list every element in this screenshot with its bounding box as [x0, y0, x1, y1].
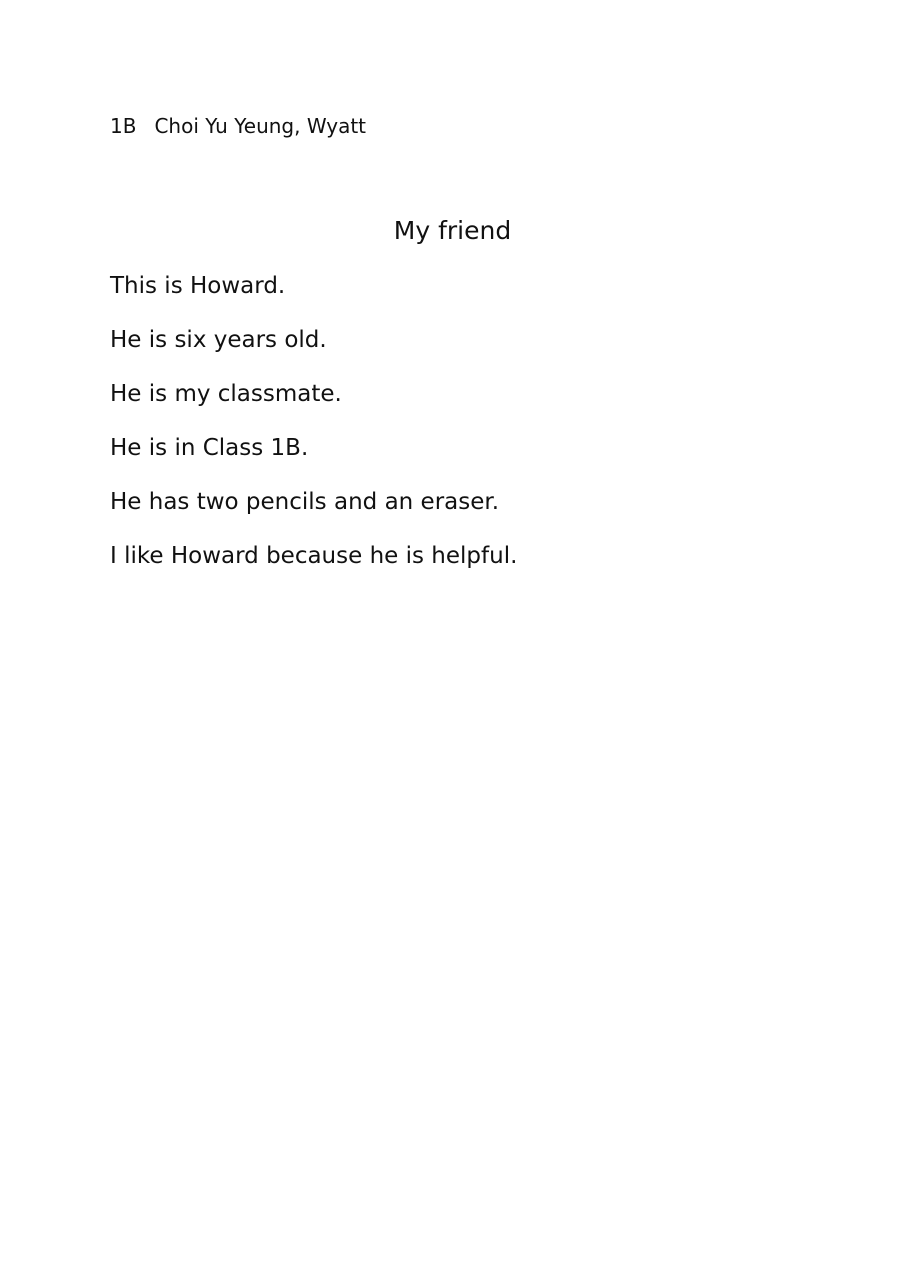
essay-line: He is six years old.	[110, 327, 327, 353]
essay-line: He is in Class 1B.	[110, 435, 309, 461]
essay-line: He is my classmate.	[110, 381, 342, 407]
essay-line: This is Howard.	[110, 273, 286, 299]
essay-line: I like Howard because he is helpful.	[110, 543, 518, 569]
class-code: 1B	[110, 114, 137, 138]
essay-body	[110, 270, 517, 594]
student-header	[110, 112, 366, 140]
student-name: Choi Yu Yeung, Wyatt	[154, 114, 367, 138]
essay-line: He has two pencils and an eraser.	[110, 489, 500, 515]
page-title: My friend	[393, 216, 512, 245]
